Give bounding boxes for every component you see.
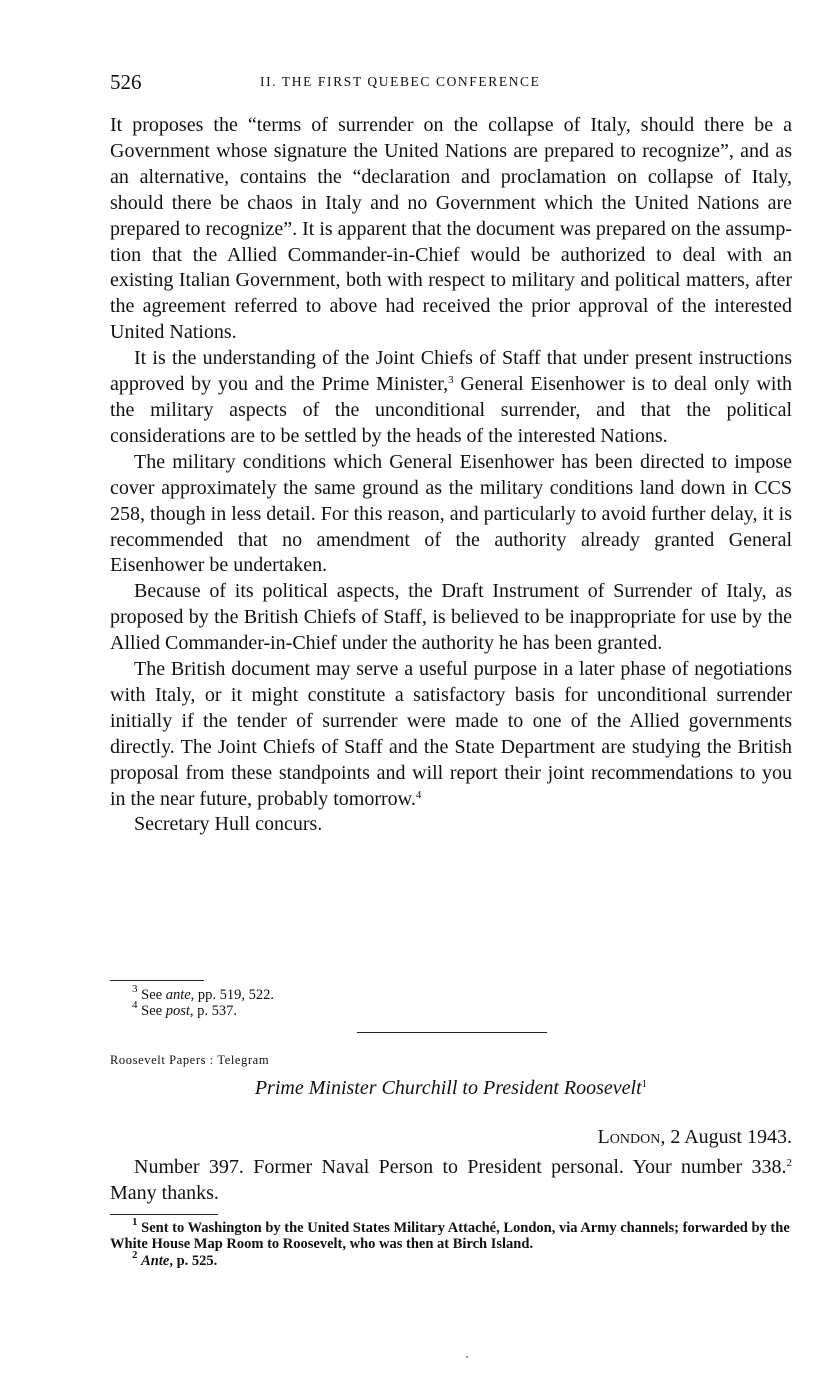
- footnote-italic: post: [165, 1003, 190, 1019]
- dateline: [598, 1126, 792, 1149]
- running-head: II. THE FIRST QUEBEC CONFERENCE: [260, 74, 541, 89]
- telegram-text-a: Number 397. Former Naval Person to President personal. Your number 338.: [134, 1156, 787, 1178]
- footnote-mark: 4: [132, 999, 138, 1011]
- paragraph-2: [110, 346, 792, 450]
- footnote-ref-2: 2: [786, 1157, 792, 1169]
- dateline-place: London: [597, 1126, 661, 1148]
- paragraph-1: It proposes the “terms of surrender on the collapse of Italy, should there be a Government whose signature the United Nations are prepared to recognize”, and as an alternative, contains the “declaration and proclamation on collapse of Italy, should there be chaos in Italy and no Government which the United Nations are prepared to recognize”. It is apparent that the document was prepared on the assumption that the Allied Commander-in-Chief would be authorized to deal with an existing Italian Government, both with respect to military and political matters, after the agreement referred to above had received the prior approval of the interested United Nations.: [110, 114, 792, 344]
- footnote-ref-4: 4: [415, 788, 422, 801]
- footnote-italic: Ante: [141, 1252, 170, 1269]
- footnote-text: See: [137, 1003, 166, 1019]
- main-text: [110, 113, 792, 838]
- paragraph-4: Because of its political aspects, the Draft Instrument of Surrender of Italy, as proposed by the British Chiefs of Staff, is believed to be inappropriate for use by the Allied Commander-in-Chief under the authority he has been granted.: [110, 580, 792, 655]
- telegram-text: [110, 1154, 792, 1206]
- page-header: [110, 70, 792, 100]
- document-title-text: Prime Minister Churchill to President Roosevelt: [254, 1077, 642, 1099]
- footnote-text: , p. 525.: [169, 1252, 218, 1269]
- footnote-ref-3: 3: [448, 374, 454, 387]
- footnote-italic: ante: [165, 987, 191, 1003]
- paragraph-3: The military conditions which General Eisenhower has been directed to impose cover approximately the same ground as the military conditions land down in CCS 258, though in less detail. For this reason, and particularly to avoid further delay, it is recommended that no amendment of the authority already granted General Eisenhower be undertaken.: [110, 450, 792, 577]
- footnote-rule: [110, 980, 204, 981]
- footnote-2: [110, 1248, 792, 1269]
- source-line: Roosevelt Papers : Telegram: [110, 1053, 270, 1067]
- paragraph-2-text-b: General Eisenhower is to deal only with the military aspects of the unconditional surrender, and that the political considerations are to be settled by the heads of the interested Nations.: [110, 373, 792, 447]
- paragraph-6: Secretary Hull concurs.: [134, 813, 323, 836]
- paragraph-5: [110, 657, 792, 812]
- footnote-3: [132, 983, 275, 1003]
- footnote-1: [110, 1216, 792, 1253]
- telegram-paragraph: [110, 1154, 792, 1206]
- footnote-mark: 2: [132, 1248, 138, 1261]
- document-title: [110, 1077, 792, 1100]
- footnote-text: Sent to Washington by the United States Military Attaché, London, via Army channels; forwarded by the White House Map Room to Roosevelt, who was then at Birch Island.: [110, 1220, 790, 1253]
- dateline-date: , 2 August 1943.: [660, 1126, 792, 1148]
- footnote-4: [132, 999, 274, 1019]
- section-separator: [357, 1032, 547, 1033]
- footnote-text: See: [137, 987, 166, 1003]
- footnote-ref-1: 1: [641, 1078, 648, 1090]
- telegram-text-b: Many thanks.: [110, 1182, 219, 1204]
- paragraph-5-text: The British document may serve a useful purpose in a later phase of negotiations with Italy, or it might constitute a satisfactory basis for unconditional surrender initially if the tender of surrender were made to one of the Allied governments directly. The Joint Chiefs of Staff and the State Department are studying the British proposal from these standpoints and will report their joint recommendations to you in the near future, probably tomorrow.: [110, 658, 792, 810]
- paragraph-2-text-a: It is the understanding of the Joint Chiefs of Staff that under present instructions approved by you and the Prime Minister,: [110, 347, 792, 396]
- footnote-text: , p. 537.: [189, 1003, 237, 1019]
- footnotes-section-1: [132, 983, 275, 1019]
- footnote-rule-2: [110, 1214, 218, 1215]
- footnote-text: , pp. 519, 522.: [190, 987, 275, 1003]
- page-number: 526: [110, 70, 142, 94]
- footnote-mark: 3: [132, 983, 138, 995]
- footnotes-section-2: [110, 1216, 792, 1269]
- footnote-mark: 1: [132, 1216, 138, 1228]
- scan-speck: [466, 1356, 468, 1358]
